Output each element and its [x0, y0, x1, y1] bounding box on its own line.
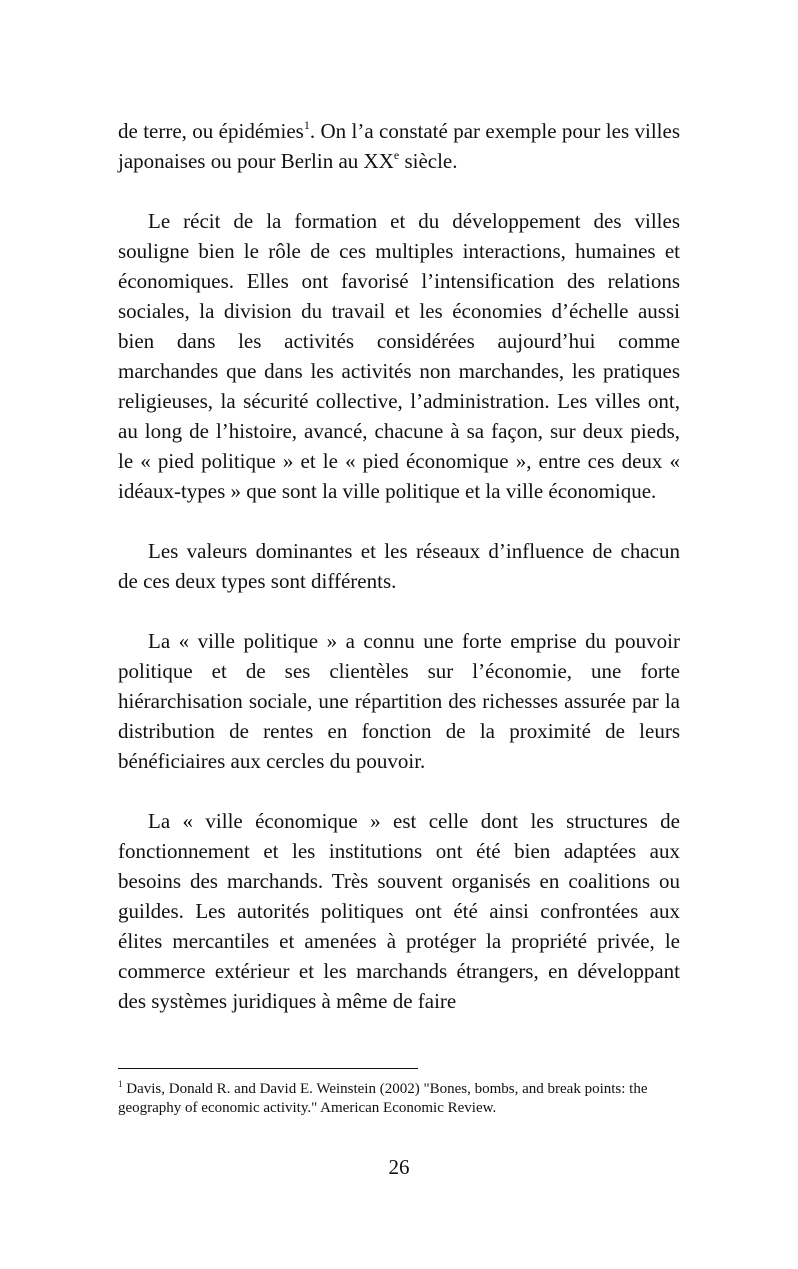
page-number: 26: [388, 1155, 410, 1179]
paragraph-1: [118, 116, 680, 176]
footnote-divider: [118, 1068, 418, 1069]
paragraph-3: Les valeurs dominantes et les réseaux d’influence de chacun de ces deux types sont différents.: [118, 539, 680, 593]
footnote-text: Davis, Donald R. and David E. Weinstein (2002) "Bones, bombs, and break points: the geography of economic activity." American Economic Review.: [118, 1081, 648, 1116]
footnote-reference: 1: [303, 118, 310, 132]
paragraph-4: La « ville politique » a connu une forte emprise du pouvoir politique et de ses clientèles sur l’économie, une forte hiérarchisation sociale, une répartition des richesses assurée par la distribution de rentes en fonction de la proximité de leurs bénéficiaires aux cercles du pouvoir.: [118, 629, 680, 773]
footnote-marker: 1: [118, 1079, 123, 1089]
paragraph-1-end: siècle.: [399, 149, 458, 173]
paragraph-2: Le récit de la formation et du développement des villes souligne bien le rôle de ces multiples interactions, humaines et économiques. Elles ont favorisé l’intensification des relations sociales, la division du travail et les économies d’échelle aussi bien dans les activités considérées aujourd’hui comme marchandes que dans les activités non marchandes, les pratiques religieuses, la sécurité collective, l’administration. Les villes ont, au long de l’histoire, avancé, chacune à sa façon, sur deux pieds, le « pied politique » et le « pied économique », entre ces deux « idéaux-types » que sont la ville politique et la ville économique.: [118, 209, 680, 503]
footnote: [118, 1080, 680, 1118]
paragraph-1-middle: . On l’a constaté par exemple pour les villes japonaises ou pour Berlin au XX: [118, 119, 681, 173]
century-superscript: e: [393, 148, 400, 162]
main-text: [118, 116, 680, 1016]
paragraph-1-start: de terre, ou épidémies: [118, 119, 304, 143]
paragraph-5: La « ville économique » est celle dont les structures de fonctionnement et les institutions ont été bien adaptées aux besoins des marchands. Très souvent organisés en coalitions ou guildes. Les autorités politiques ont été ainsi confrontées aux élites mercantiles et amenées à protéger la propriété privée, le commerce extérieur et les marchands étrangers, en développant des systèmes juridiques à même de faire: [118, 809, 680, 1013]
